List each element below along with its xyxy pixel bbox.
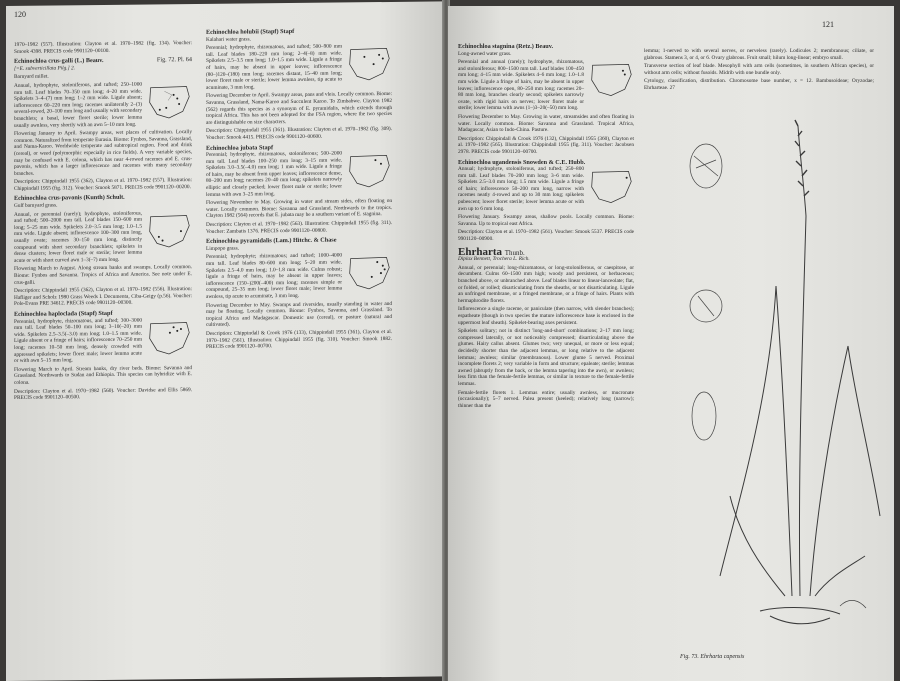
- genus-author: Thunb.: [504, 248, 525, 257]
- synonym-text: Diplax Bennett, Trochera L. Rich.: [458, 256, 530, 263]
- distribution-map: [146, 212, 192, 250]
- species-heading-haploclada: Echinochloa haploclada (Stapf) Stapf: [14, 309, 113, 318]
- distribution-map: [146, 319, 192, 357]
- page-number-left: 120: [14, 9, 26, 19]
- left-column-1: [14, 40, 192, 404]
- species-heading-jubata: Echinochloa jubata Stapf: [206, 143, 274, 152]
- figure-reference: Fig. 72. Pl. 64: [156, 56, 192, 64]
- description-body: Perennial; hydrophyte; rhizomatous; and tufted; 1000–4000 mm tall. Leaf blades 80–600 mm long; 5–20 mm wide. Spikelets 2.5–4.0 mm long; 1.0–1.8 mm wide. Culms robust; ligule a fringe of hairs, may be absent in upper leaves; inflorescence (150–)200(–400) mm long; racemes simple or compound, 25–35 mm long; lower floret male; lower lemma awnless, tip acute to acuminate, 3 mm long.: [206, 252, 342, 300]
- right-column-2: [644, 48, 874, 94]
- description-body: Perennial; hydrophyte, rhizomatous, stoloniferous; 500–2000 mm tall. Leaf blades 100–250 mm long; 3–15 mm wide. Spikelets 3.0–3.5(–4.0) mm long; 1 mm wide. Ligule a fringe of hairs, may be absent from upper leaves; inflorescence dense, 80–200 mm long; racemes 20–40 mm long; spikelets narrowly elliptic and closely packed; lower floret male or sterile; lower lemma with awn 3–25 mm long.: [206, 150, 342, 198]
- references-text: Description: Chippindall 1955 (361). Illustration: Clayton et al. 1970–1982 (fig. 309). Voucher: Smook 4415. PRECIS code 9901120–00600.: [206, 126, 392, 141]
- cytology-text: Cytology, classification, distribution. Chromosome base number, x = 12. Bambusoideae; Oryzodae; Ehrharteae. 27: [644, 78, 874, 91]
- plant-illustration: [680, 96, 890, 656]
- common-name: Kalahari water grass.: [206, 36, 251, 43]
- references-text: Description: Chippindall 1955 (362), Clayton et al. 1970–1982 (556). Illustration: Hafliger and Scholz 1980 Grass Weeds I. Documenta, Ciba-Geigy (p.56). Voucher: Pole-Evans PRE 34612. PRECIS code 9901120–00300.: [14, 286, 192, 308]
- genus-description: Annual, or perennial; long-rhizomatous, or long-stoloniferous, or caespitose, or decumbent. Culms 60–1500 mm high; woody and persistent, or herbaceous; branched above, or unbranched above. Leaf blades linear to linear-lanceolate; flat, or folded, or rolled; disarticulating from the sheaths, or not disarticulating. Ligule an unfringed membrane, or a fringed membrane, or a fringe of hairs. Plants with hermaphrodite florets.: [458, 264, 634, 304]
- distribution-map: [346, 45, 392, 83]
- species-heading-crus-galli: Echinochloa crus-galli (L.) Beauv. Fig. 72. Pl. 64: [14, 56, 192, 66]
- flowering-text: Flowering January. Swampy areas, shallow pools. Locally common. Biome: Savanna. Up to tropical east Africa.: [458, 214, 634, 227]
- description-body: Perennial, hydrophyte, rhizomatous, and tufted; 300–3000 mm tall. Leaf blades 50–100 mm long; 3–10(–20) mm wide. Spikelets 2.5–3.5(–3.0) mm long; 1.0–1.5 mm wide. Ligule absent or a fringe of hairs; inflorescence 70–250 mm long; racemes 10–50 mm long, densely crowded with appressed spikelets; lower floret male; lower lemma acute or with awn 5–15 mm long.: [14, 317, 142, 365]
- species-heading-pyramidalis: Echinochloa pyramidalis (Lam.) Hitchc. & Chase: [206, 236, 337, 246]
- species-heading-crus-pavonis: Echinochloa crus-pavonis (Kunth) Schult.: [14, 194, 125, 203]
- spikelets-text: Spikelets solitary; not in distinct 'long-and-short' combinations; 2–17 mm long; compressed laterally, or not noticeably compressed; disarticulating above the glumes. Hairy callus absent. Glumes two; very unequal, or more or less equal; decidedly shorter than the adjacent lemmas, or long relative to the adjacent lemmas; awnless; similar (membranous). Lower glume 5 nerved. Proximal incomplete florets 2; very variable in form and structure; epaleate; sterile; lemmas awned (abruptly from the back, or the lemma tapering into the awn), or awnless; less firm than the female-fertile lemmas, or similar in texture to the female-fertile lemmas.: [458, 328, 634, 387]
- species-heading-holubii: Echinochloa holubii (Stapf) Stapf: [206, 27, 295, 36]
- description-body: Annual, or perennial (rarely); hydrophyte, stoloniferous, and tufted; 500–2000 mm tall. Leaf blades 150–600 mm long; 5–25 mm wide. Spikelets 2.0–3.5 mm long; 1.0–1.5 mm wide. Ligule absent; inflorescence 100–300 mm long, usually ovate; racemes 30–150 mm long, distinctly compound with short secondary branchlets; spikelets in dense clusters; lower floret male or sterile; lower lemma acute or with short curved awn 1–3(–7) mm long.: [14, 210, 142, 264]
- left-column-2: [206, 24, 392, 353]
- common-name: Long-awned water grass.: [458, 50, 512, 57]
- distribution-map: [346, 254, 392, 292]
- common-name: Limpopo grass.: [206, 245, 239, 252]
- left-page: [6, 1, 444, 681]
- description-body: Perennial; hydrophyte, rhizomatous, and tufted; 500–900 mm tall. Leaf blades 180–220 mm long; 2–4(–8) mm wide. Spikelets 2.5–3.5 mm long; 1.0–1.5 mm wide. Ligule a fringe of hairs, may be absent in upper leaves; inflorescence (80–)120–(180) mm long; racemes distant, 15–40 mm long; lower floret male or sterile; lower lemma awnless, tip acute to acuminate, 3 mm long.: [206, 43, 342, 91]
- flowering-text: Flowering March to April. Stream banks, dry river beds. Biome: Savanna and Grassland. Northwards to Sudan and Ethiopia. This species can hybridize with E. colona.: [14, 364, 192, 386]
- references-text: Description: Clayton et al. 1970–1982 (560). Voucher: Davidse and Ellis 5869. PRECIS code 9901120–00500.: [14, 386, 192, 402]
- distribution-map: [588, 168, 634, 206]
- figure-caption: Fig. 73. Ehrharta capensis: [680, 654, 745, 660]
- continued-text: lemma; 1-nerved to with several nerves, or nerveless (rarely). Lodicules 2; membranous; ciliate, or glabrous. Stamens 3, or 4, or 6. Ovary glabrous. Fruit small; hilum long-linear; embryo small.: [644, 48, 874, 61]
- flowering-text: Flowering December to April. Swampy areas, pans and vleis. Locally common. Biome: Savanna, Grassland, Nama-Karoo and Succulent Karoo. To Zimbabwe. Clayton 1982 (562) regards this species as a synonym of E. pyramidalis, which extends through tropical Africa. This has not been adopted for the FSA region, where the two species are distinguishable on size characters.: [206, 91, 392, 126]
- distribution-map: [346, 152, 392, 190]
- description-body: Annual; hydrophyte, stoloniferous, and tufted; 250–800 mm tall. Leaf blades 70–200 mm long; 3–6 mm wide. Spikelets 2.5–3.0 mm long; 1.5 mm wide. Ligule a fringe of hairs; inflorescence 50–200 mm long, narrow with racemes neatly 4-rowed and up to 30 mm long; spikelets pubescent; lower floret sterile; lower lemma acute or with awn up to 6 mm long.: [458, 166, 584, 212]
- flowering-text: Flowering December to May. Swamps and riversides, usually standing in water and may be floating. Locally common. Biome: Fynbos, Savanna, and Grassland. To tropical Africa and Madagascar. Domestic use (cereal), or pasture (natural and cultivated).: [206, 300, 392, 329]
- transverse-section-text: Transverse section of leaf blade. Mesophyll with arm cells (sometimes, in southern African species), or without arm cells; without fusoids. Midrib with one bundle only.: [644, 63, 874, 76]
- inflorescence-text: Inflorescence a single raceme, or paniculate (then narrow, with slender branches); espatheate (though in two species the mature inflorescence base is enclosed in the uppermost leaf sheath). Spikelet-bearing axes persistent.: [458, 306, 634, 326]
- flowering-text: Flowering December to May. Growing in water, streamsides and often floating in water. Locally common. Biome: Savanna and Grassland. Tropical Africa, Madagascar, Asian to Indo-China. Pasture.: [458, 113, 634, 134]
- references-text: Description: Clayton et al. 1970–1982 (561). Voucher: Smook 5537. PRECIS code 9901120–00900.: [458, 229, 634, 243]
- distribution-map: [146, 83, 192, 121]
- synonym-text: [=E. subverticillata Pilg.] 2.: [14, 65, 75, 72]
- references-text: Description: Clayton et al. 1970–1982 (563). Illustration: Chippindall 1955 (fig. 311). Voucher: Zambatis 1376. PRECIS code 9901120–00800.: [206, 219, 392, 235]
- common-name: Barnyard millet.: [14, 73, 49, 81]
- page-number-right: 121: [822, 20, 834, 29]
- genus-heading: Ehrharta Thunb.: [458, 245, 525, 258]
- references-text: Description: Chippindall & Crook 1976 (132), Chippindall 1955 (360), Clayton et al. 1970–1982 (565). Illustration: Chippindall 1955 (fig. 311). Voucher: Jacobsen 2978. PRECIS code 9901120–00700.: [458, 135, 634, 155]
- common-name: Gulf barnyard grass.: [14, 202, 58, 209]
- references-text: Description: Chippindall & Crook 1976 (133), Chippindall 1955 (361), Clayton et al. 1970–1982 (561). Illustration: Chippindall 1955 (fig. 310). Voucher: Smook 1882. PRECIS code 9901120–00700.: [206, 328, 392, 351]
- distribution-map: [588, 61, 634, 99]
- flowering-text: Flowering November to May. Growing in water and stream sides, often floating on water. Locally common. Biome: Savanna and Grassland. Northwards to the tropics. Clayton 1982 (564) records that E. jubata may be a southern variant of E. stagnina.: [206, 198, 392, 220]
- female-florets-text: Female-fertile florets 1. Lemmas entire; usually awnless, or mucronate (occasionally); 5–7 nerved. Palea present (keeled); relatively long (narrow); thinner than the: [458, 389, 634, 409]
- intro-text: 1970–1982 (557). Illustration: Clayton et al. 1970–1982 (fig. 134). Voucher: Smook 4398. PRECIS code 9901120–00100.: [14, 40, 192, 55]
- references-text: Description: Chippindall 1955 (362), Clayton et al. 1970–1982 (557). Illustration: Chippindall 1955 (fig. 312). Voucher: Smook 5871. PRECIS code 9901120–00200.: [14, 177, 192, 192]
- right-page: [448, 6, 894, 681]
- species-heading-stagnina: Echinochloa stagnina (Retz.) Beauv.: [458, 43, 554, 50]
- species-heading-ugandensis: Echinochloa ugandensis Snowden & C.E. Hubb.: [458, 158, 586, 166]
- flowering-text: Flowering January to April. Swampy areas, wet places of cultivation. Locally common. Naturalized from temperate Eurasia. Biome: Fynbos, Savanna, Grassland, and Nama-Karoo. Worldwide temperate and subtropical region. Food and drink (cereal), or weed (polymorphic especially in rice fields). A very variable species, may be confused with E. colona, which has near 4-rowed racemes and E. crus-pavonis, which has a larger inflorescence and racemes with many secondary branches.: [14, 129, 192, 177]
- description-body: Perennial and annual (rarely); hydrophyte, rhizomatous, and stoloniferous; 800–1500 mm tall. Leaf blades 100–450 mm long; 4–15 mm wide. Spikelets 4–6 mm long; 1.0–1.8 mm wide. Ligule a fringe of hairs, may be absent in upper leaves; inflorescence open, 80–250 mm long; racemes 20–80 mm long, branches clearly second; spikelets narrowly ovate, with rigid hairs on nerves; lower floret male or sterile; lower lemma with awns (1–)3–20(–50) mm long.: [458, 59, 584, 112]
- right-column-1: [458, 40, 634, 411]
- flowering-text: Flowering March to August. Along stream banks and swamps. Locally common. Biome: Fynbos and Savanna. Tropics of Africa and America. See note under E. crus-galli.: [14, 264, 192, 286]
- description-body: Annual, hydrophyte, stoloniferous, and tufted; 250–1000 mm tall. Leaf blades 70–350 mm long; 4–20 mm wide. Spikelets 3–4–(7) mm long; 1–2 mm wide. Ligule absent; inflorescence 60–220 mm long; racemes unilaterally 2–(3) several-rowed, 20–100 mm long and usually with secondary branchlets; a basal, lower floret sterile; lower lemma usually awnless, very shortly with an awn 5–10 mm long.: [14, 81, 142, 129]
